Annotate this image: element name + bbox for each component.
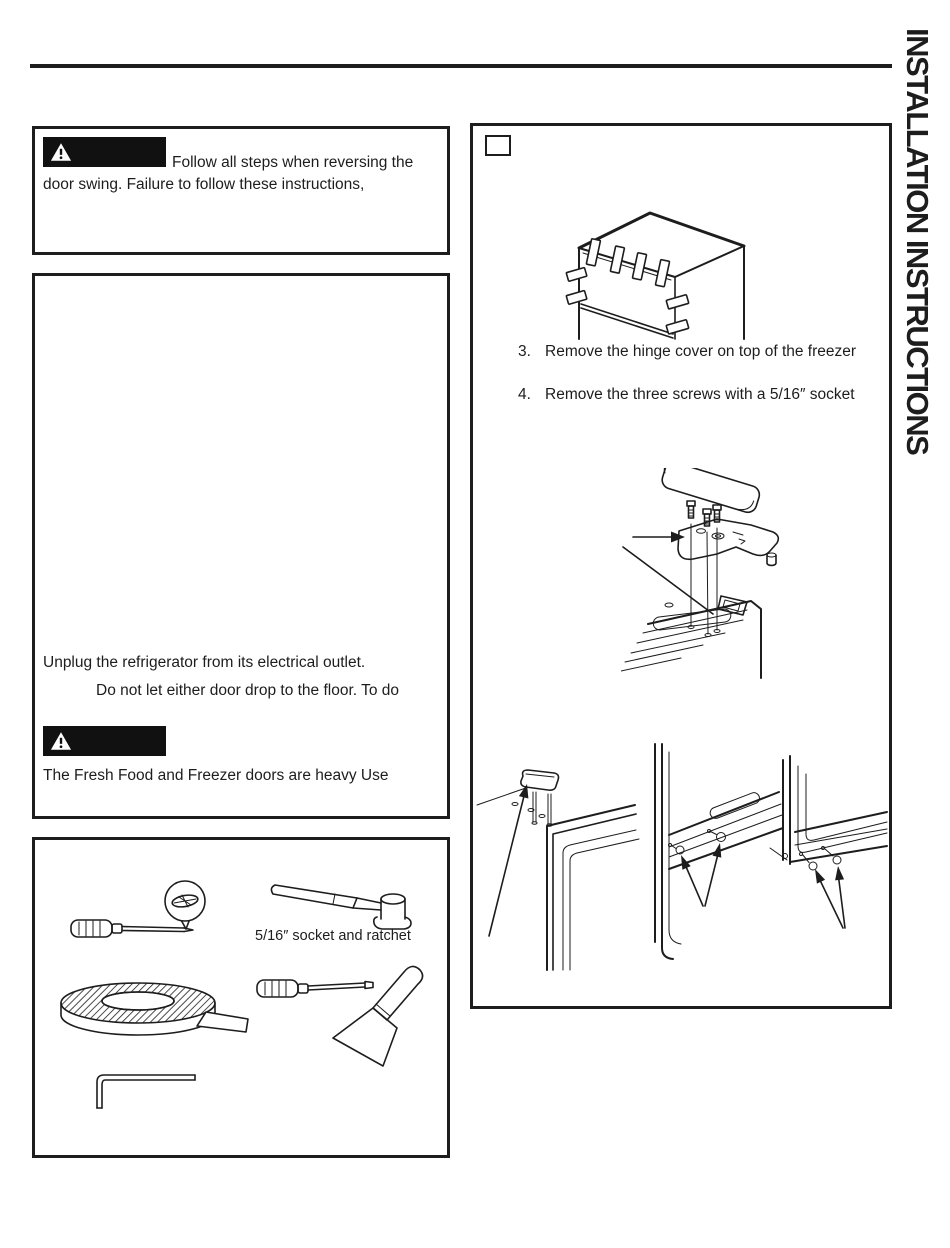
- flathead-screwdriver-icon: [257, 980, 373, 997]
- tape-roll-icon: [61, 983, 248, 1035]
- warning-triangle-icon: [50, 731, 72, 751]
- warning-line-2: door swing. Failure to follow these instructions,: [43, 175, 365, 193]
- warning-line-1: Follow all steps when reversing the: [172, 154, 414, 171]
- step-4-text: Remove the three screws with a 5/16″ socket: [545, 386, 855, 403]
- warning-text: [43, 137, 439, 195]
- bottom-figures: [473, 738, 889, 978]
- tools-figure: [35, 840, 446, 1154]
- phillips-tip-magnifier-icon: [165, 881, 205, 929]
- step-4-number: 4.: [518, 386, 531, 403]
- hinge-pointer-arrow: [633, 532, 685, 543]
- step-3-number: 3.: [518, 343, 531, 360]
- vertical-page-title: INSTALLATION INSTRUCTIONS: [900, 28, 935, 455]
- hinge-screws: [687, 501, 721, 526]
- paragraph-unplug: Unplug the refrigerator from its electrical outlet.: [43, 654, 366, 671]
- warning-triangle-icon: [50, 142, 72, 162]
- socket-ratchet-icon: [271, 885, 411, 929]
- checkbox-square: [485, 135, 511, 156]
- phillips-screwdriver-icon: [71, 920, 193, 937]
- hinge-plate: [678, 519, 778, 565]
- warning-band-2: [43, 726, 166, 756]
- steps-box: [470, 123, 892, 1009]
- hex-key-icon: [97, 1075, 195, 1108]
- socket-ratchet-label: 5/16″ socket and ratchet: [255, 928, 411, 944]
- center-rail-plugs-figure: [655, 744, 783, 959]
- hinge-cover: [659, 468, 761, 515]
- door-bottom-plugs-figure: [770, 756, 887, 928]
- instructions-box: [32, 273, 450, 819]
- paragraph-do-not-drop: Do not let either door drop to the floor. To do: [96, 682, 400, 699]
- putty-knife-icon: [333, 966, 423, 1066]
- freezer-taped-doors-figure: [561, 206, 757, 344]
- step-3-text: Remove the hinge cover on top of the freezer: [545, 343, 857, 360]
- paragraph-doors-heavy: The Fresh Food and Freezer doors are heavy Use: [43, 767, 389, 784]
- tools-box: [32, 837, 450, 1158]
- warning-box-top: [32, 126, 450, 255]
- top-rule: [30, 64, 892, 68]
- warning-band: [43, 137, 166, 167]
- hinge-cover-screws-figure: [621, 468, 873, 712]
- door-cap-removal-figure: [477, 770, 639, 970]
